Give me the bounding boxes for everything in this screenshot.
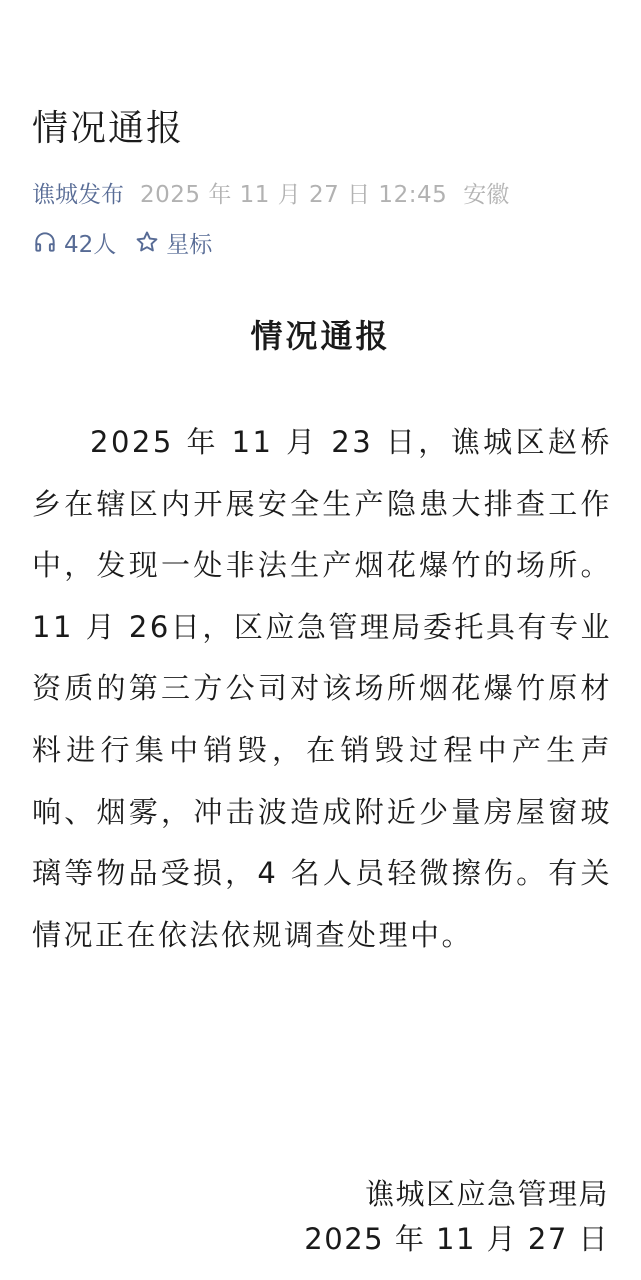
- star-label: 星标: [166, 231, 213, 258]
- star-button[interactable]: [134, 226, 212, 259]
- signature-organization: 谯城区应急管理局: [364, 1177, 609, 1211]
- article-title: 情况通报: [32, 108, 185, 149]
- article-meta: [32, 172, 509, 212]
- listen-count: 42人: [64, 231, 117, 258]
- listen-button[interactable]: [32, 226, 116, 259]
- document-heading: 情况通报: [250, 317, 391, 355]
- document-body: 2025 年 11 月 23 日，谯城区赵桥乡在辖区内开展安全生产隐患大排查工作中，发现一处非法生产烟花爆竹的场所。11 月 26日，区应急管理局委托具有专业资质的第三方公司对该场所烟花爆竹原材料进行集中销毁，在销毁过程中产生声响、烟雾，冲击波造成附近少量房屋窗玻璃等物品受损，4 名人员轻微擦伤。有关情况正在依法依规调查处理中。: [32, 425, 612, 952]
- publish-region: 安徽: [463, 181, 510, 208]
- star-outline-icon: [134, 229, 160, 255]
- publish-time: 2025 年 11 月 27 日 12:45: [140, 181, 448, 208]
- signature-date: 2025 年 11 月 27 日: [304, 1222, 609, 1256]
- headphones-icon: [32, 229, 58, 255]
- account-name-link[interactable]: 谯城发布: [32, 181, 124, 208]
- article-stats: [32, 222, 212, 262]
- signature-block: [304, 1172, 609, 1262]
